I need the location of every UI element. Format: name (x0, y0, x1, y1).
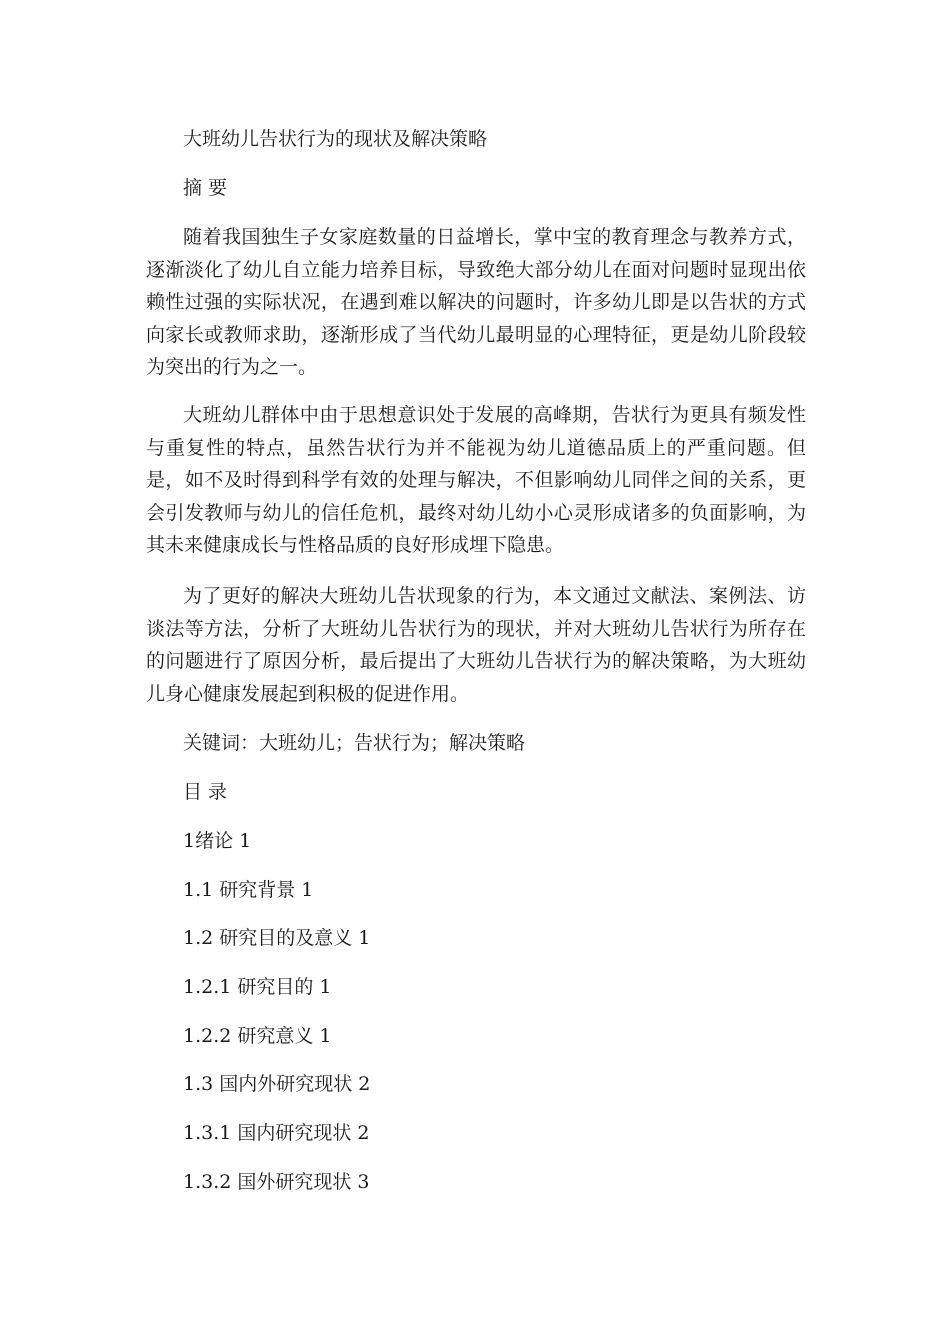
toc-item: 1.3.1 国内研究现状 2 (183, 1122, 370, 1144)
toc-item: 1.2.1 研究目的 1 (183, 976, 332, 998)
document-title: 大班幼儿告状行为的现状及解决策略 (183, 128, 488, 150)
abstract-paragraph-1: 随着我国独生子女家庭数量的日益增长，掌中宝的教育理念与教养方式，逐渐淡化了幼儿自立能力培养目标，导致绝大部分幼儿在面对问题时显现出依赖性过强的实际状况，在遇到难以解决的问题时，许多幼儿即是以告状的方式向家长或教师求助，逐渐形成了当代幼儿最明显的心理特征，更是幼儿阶段较为突出的行为之一。 (146, 226, 806, 378)
keywords: 关键词：大班幼儿；告状行为；解决策略 (183, 732, 526, 754)
toc-item: 1.2 研究目的及意义 1 (183, 927, 371, 949)
toc-item: 1.3 国内外研究现状 2 (183, 1073, 371, 1095)
abstract-paragraph-2: 大班幼儿群体中由于思想意识处于发展的高峰期，告状行为更具有频发性与重复性的特点，虽然告状行为并不能视为幼儿道德品质上的严重问题。但是，如不及时得到科学有效的处理与解决，不但影响幼儿同伴之间的关系，更会引发教师与幼儿的信任危机，最终对幼儿幼小心灵形成诸多的负面影响，为其未来健康成长与性格品质的良好形成埋下隐患。 (146, 404, 806, 556)
toc-item: 1.2.2 研究意义 1 (183, 1025, 332, 1047)
abstract-paragraph-3: 为了更好的解决大班幼儿告状现象的行为，本文通过文献法、案例法、访谈法等方法，分析了大班幼儿告状行为的现状，并对大班幼儿告状行为所存在的问题进行了原因分析，最后提出了大班幼儿告状行为的解决策略，为大班幼儿身心健康发展起到积极的促进作用。 (146, 585, 806, 705)
toc-item: 1.1 研究背景 1 (183, 879, 314, 901)
toc-item: 1.3.2 国外研究现状 3 (183, 1171, 370, 1193)
toc-item: 1绪论 1 (183, 830, 252, 852)
abstract-heading: 摘 要 (183, 177, 228, 199)
toc-heading: 目 录 (183, 781, 228, 803)
